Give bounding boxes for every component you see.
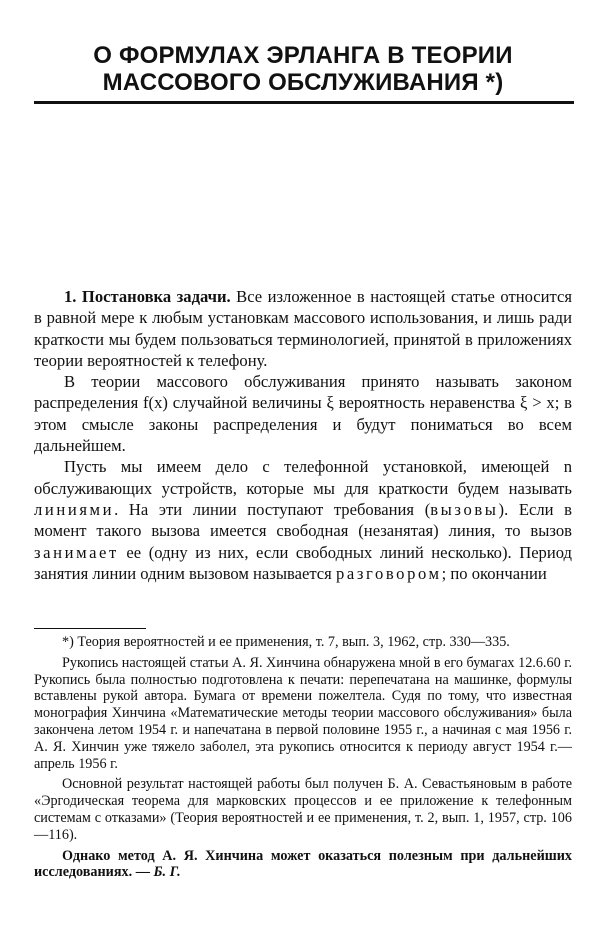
footnote-manuscript-note: Рукопись настоящей статьи А. Я. Хинчина обнаружена мной в его бумагах 12.6.60 г. Рукопись была полностью подготовлена к печати: перепечатана на машинке, формулы вставлены рукой автора. Бумага от времени пожелтела. Судя по тому, что известная монография Хинчина «Математические методы теории массового обслуживания» была закончена летом 1954 г. и напечатана в первой половине 1955 г., а начиная с мая 1956 г. А. Я. Хинчин уже тяжело заболел, эта рукопись относится к периоду август 1954 г.— апрель 1956 г. xyxy=(34,654,572,772)
article-body xyxy=(34,286,572,584)
paragraph-distribution-law xyxy=(34,371,572,456)
article-title xyxy=(30,42,576,96)
article-title-line-2: МАССОВОГО ОБСЛУЖИВАНИЯ *) xyxy=(102,69,504,96)
footnote-separator xyxy=(34,628,146,629)
section-heading: 1. Постановка задачи. xyxy=(64,287,231,306)
paragraph-text: . На эти линии поступают требования ( xyxy=(114,499,431,519)
paragraph-telephone-setup xyxy=(34,456,572,584)
title-underline-rule xyxy=(34,101,574,104)
editor-signature: Б. Г. xyxy=(153,864,181,881)
footnote-method-note xyxy=(34,848,572,882)
paragraph-text: В теории массового обслуживания принято называть законом распределения f(x) случайной величины ξ вероятность неравенства ξ > x; в этом смысле законы распределения и будут пониматься во всем дальнейшем. xyxy=(34,372,572,456)
paragraph-text: ее (одну из них, если свободных линий несколько). Период занятия линии одним вызовом называется xyxy=(34,542,572,583)
term-calls: вызовы xyxy=(430,499,499,519)
footnote-main-result: Основной результат настоящей работы был получен Б. А. Севастьяновым в работе «Эргодическая теорема для марковских процессов и ее приложение к телефонным системам с отказами» (Теория вероятностей и ее применения, т. 2, вып. 1, 1957, стр. 106—116). xyxy=(34,776,572,843)
term-lines: линиями xyxy=(34,499,115,519)
footnote-source: *) Теория вероятностей и ее применения, т. 7, вып. 3, 1962, стр. 330—335. xyxy=(62,634,510,650)
paragraph-text: Пусть мы имеем дело с телефонной установкой, имеющей n обслуживающих устройств, которые мы для краткости будем называть xyxy=(34,457,572,498)
article-title-line-1: О ФОРМУЛАХ ЭРЛАНГА В ТЕОРИИ xyxy=(93,42,513,69)
term-conversation: разговором xyxy=(335,563,442,583)
paragraph-text: ; по окончании xyxy=(441,563,547,583)
paragraph-text: ). Если в момент такого вызова имеется свободная (незанятая) линия, то вызов xyxy=(34,499,572,541)
footnotes xyxy=(34,634,572,881)
footnote-method-text: Однако метод А. Я. Хинчина может оказаться полезным при дальнейших исследованиях. — xyxy=(34,847,572,881)
paragraph-text: Все изложенное в настоящей статье относится в равной мере к любым установкам массового использования, и лишь ради краткости мы будем пользоваться терминологией, принятой в приложениях теории вероятностей к телефону. xyxy=(34,287,572,370)
paragraph-problem-statement xyxy=(34,286,572,371)
term-occupies: занимает xyxy=(34,542,119,562)
